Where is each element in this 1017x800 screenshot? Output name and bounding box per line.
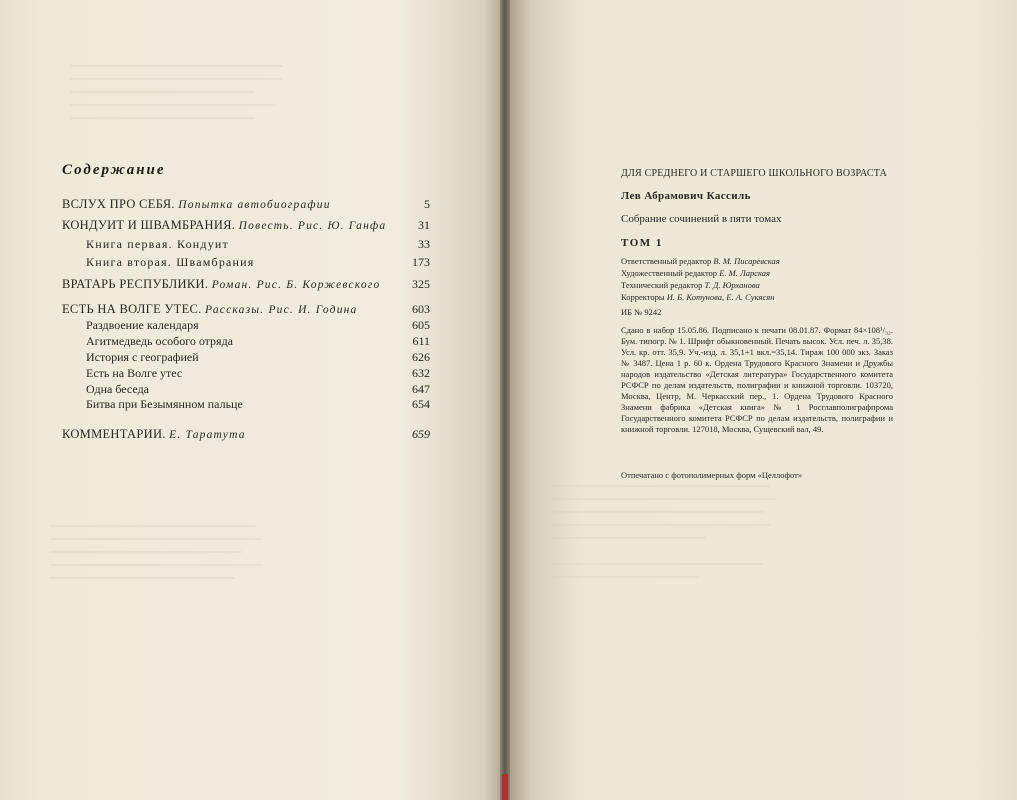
toc-entry: Битва при Безымянном пальце 654 bbox=[86, 397, 430, 411]
bleed-through-text-lower: ───────────────────────────── ────────────────────────────── ─────────────────────────── ────────────────────────────── ────────────────────────── bbox=[50, 521, 263, 584]
volume-label: ТОМ 1 bbox=[621, 237, 663, 249]
bleed-through-text: ─────────────────────────────── ──────────────────────────────── ────────────────────────────── ─────────────────────────────── ────────────────────── ────────────────────────────── ───────────────────── bbox=[550, 481, 777, 583]
toc-entry: Есть на Волге утес 632 bbox=[86, 366, 430, 380]
toc-entry: Одна беседа 647 bbox=[86, 382, 430, 396]
editor-line: Художественный редактор Е. М. Ларская bbox=[621, 268, 770, 278]
toc-entry: ВСЛУХ ПРО СЕБЯ. Попытка автобиографии 5 bbox=[62, 197, 430, 211]
contents-title: Содержание bbox=[62, 162, 166, 178]
bleed-through-text: ────────────────────────────── ────────────────────────────── ────────────────────────── ───────────────────────────── ────────────────────────── bbox=[70, 61, 283, 124]
toc-entry: КОММЕНТАРИИ. Е. Таратута 659 bbox=[62, 427, 430, 441]
printing-note: Отпечатано с фотополимерных форм «Целлофот» bbox=[621, 470, 803, 480]
editor-line: Корректоры И. Б. Котунова, Е. А. Сукясян bbox=[621, 292, 775, 302]
toc-entry: Книга вторая. Швамбрания 173 bbox=[86, 255, 430, 269]
print-details: Сдано в набор 15.05.86. Подписано к печати 08.01.87. Формат 84×108¹/₃₂. Бум. типогр. № 1. Шрифт обыкновенный. Печать высок. Усл. печ. л. 35,38. Усл. кр. отт. 35,9. Уч.-изд. л. 35,1+1 вкл.=35,14. Тираж 100 000 экз. Заказ № 3487. Цена 1 р. 60 к. Ордена Трудового Красного Знамени и Дружбы народов издательство «Детская литература» Государственного комитета РСФСР по делам издательств, полиграфии и книжной торговли. 103720, Москва, Центр, М. Черкасский пер., 1. Ордена Трудового Красного Знамени фабрика «Детская книга» № 1 Росглавполиграфпрома Государственного комитета РСФСР по делам издательств, полиграфии и книжной торговли. 127018, Москва, Сущевский вал, 49. bbox=[621, 325, 893, 434]
toc-entry: КОНДУИТ И ШВАМБРАНИЯ. Повесть. Рис. Ю. Ганфа 31 bbox=[62, 218, 430, 232]
book-spine-gutter bbox=[500, 0, 510, 800]
left-page bbox=[0, 0, 500, 800]
age-note: ДЛЯ СРЕДНЕГО И СТАРШЕГО ШКОЛЬНОГО ВОЗРАСТА bbox=[621, 168, 888, 179]
ib-number: ИБ № 9242 bbox=[621, 307, 662, 317]
toc-entry: Книга первая. Кондуит 33 bbox=[86, 237, 430, 251]
toc-entry: Раздвоение календаря 605 bbox=[86, 318, 430, 332]
toc-entry: ВРАТАРЬ РЕСПУБЛИКИ. Роман. Рис. Б. Коржевского 325 bbox=[62, 277, 430, 291]
editor-line: Технический редактор Т. Д. Юрханова bbox=[621, 280, 760, 290]
author-name: Лев Абрамович Кассиль bbox=[621, 190, 751, 202]
toc-entry: История с географией 626 bbox=[86, 350, 430, 364]
toc-entry: ЕСТЬ НА ВОЛГЕ УТЕС. Рассказы. Рис. И. Година 603 bbox=[62, 302, 430, 316]
toc-entry: Агитмедведь особого отряда 611 bbox=[86, 334, 430, 348]
editor-line: Ответственный редактор В. М. Писаревская bbox=[621, 256, 780, 266]
collection-title: Собрание сочинений в пяти томах bbox=[621, 213, 782, 225]
